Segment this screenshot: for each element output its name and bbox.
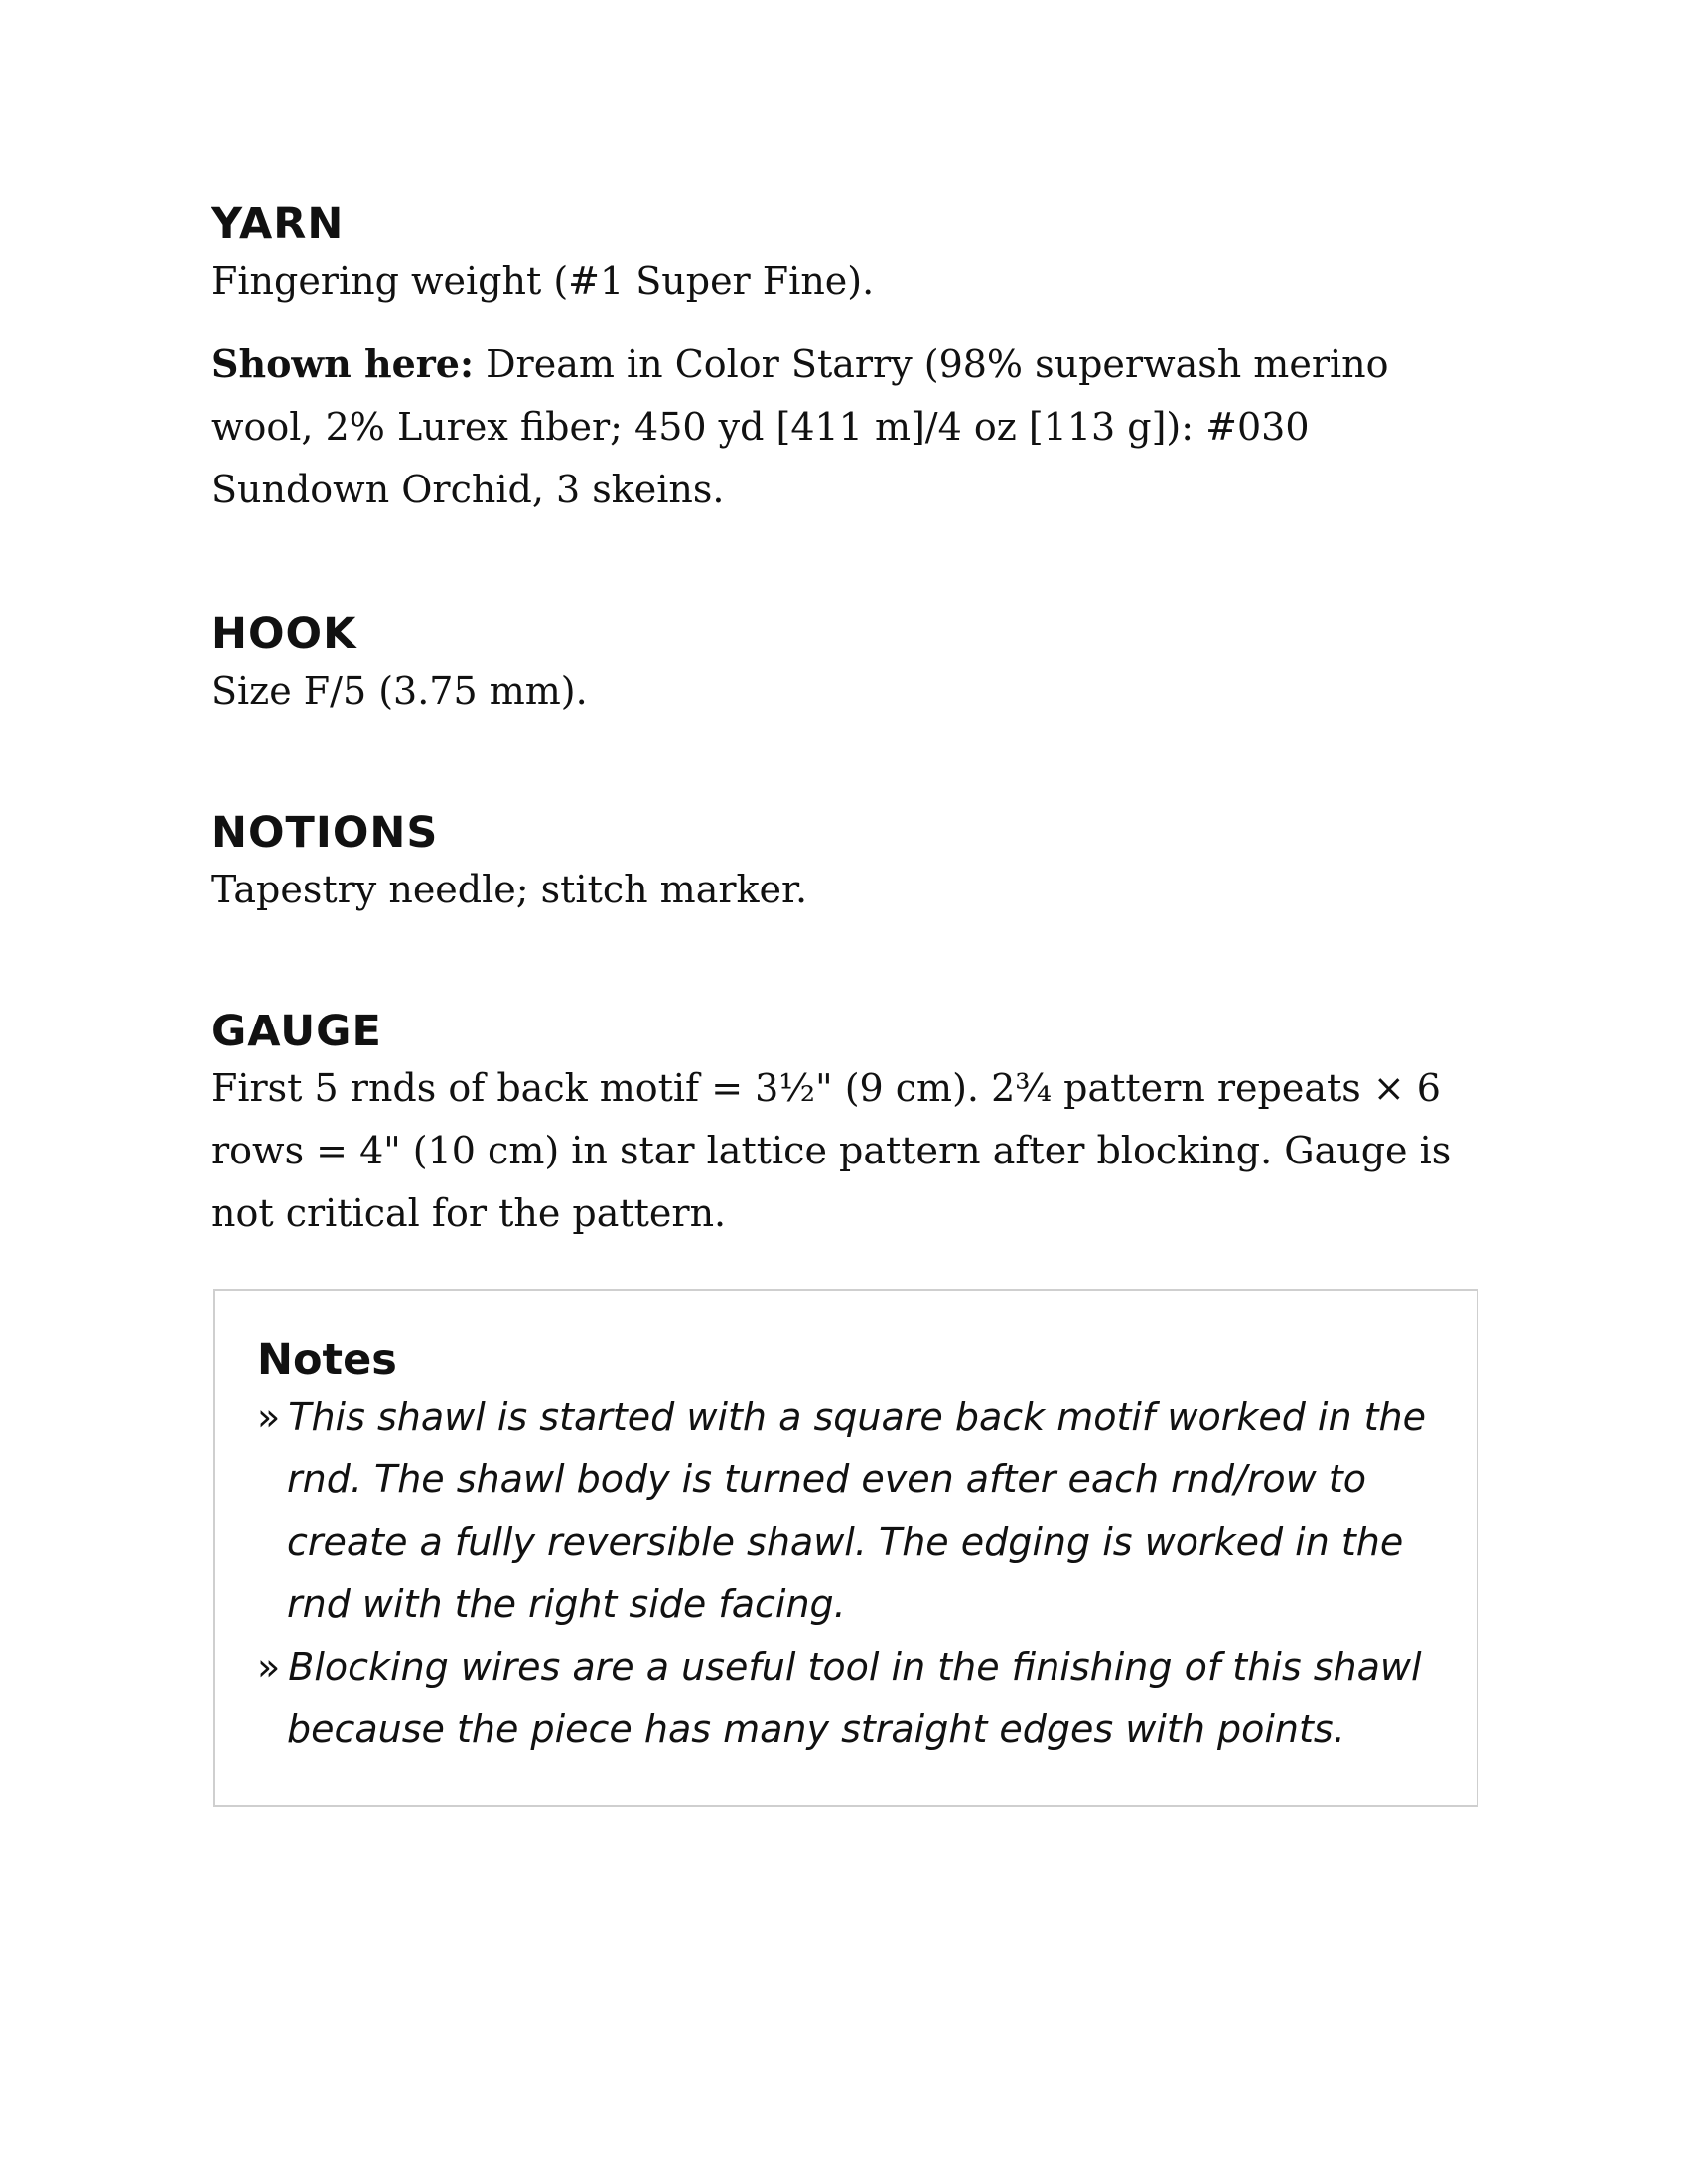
note-text: Blocking wires are a useful tool in the finishing of this shawl because the piece has many straight edges with points. bbox=[287, 1645, 1422, 1751]
notions-text: Tapestry needle; stitch marker. bbox=[211, 868, 808, 911]
notes-heading: Notes bbox=[257, 1335, 397, 1385]
yarn-shown-here bbox=[211, 333, 1475, 521]
gauge-section bbox=[211, 1006, 1475, 1245]
note-bullet: » bbox=[257, 1395, 281, 1438]
pattern-page bbox=[211, 199, 1475, 1807]
hook-heading: HOOK bbox=[211, 610, 357, 659]
notions-heading: NOTIONS bbox=[211, 808, 439, 858]
shown-here-text: Dream in Color Starry (98% superwash merino wool, 2% Lurex fiber; 450 yd [411 m]/4 oz [113 g]): #030 Sundown Orchid, 3 skeins. bbox=[211, 342, 1389, 511]
shown-here-label: Shown here: bbox=[211, 341, 475, 386]
note-text: This shawl is started with a square back motif worked in the rnd. The shawl body is turned even after each rnd/row to create a fully reversible shawl. The edging is worked in the rnd with the right side facing. bbox=[287, 1395, 1427, 1626]
notes-box bbox=[213, 1289, 1478, 1807]
notions-section bbox=[211, 807, 1475, 921]
yarn-heading: YARN bbox=[211, 200, 345, 249]
gauge-heading: GAUGE bbox=[211, 1007, 382, 1056]
hook-section bbox=[211, 609, 1475, 723]
note-item bbox=[257, 1636, 1441, 1761]
hook-text: Size F/5 (3.75 mm). bbox=[211, 669, 588, 713]
note-item bbox=[257, 1386, 1441, 1636]
gauge-text: First 5 rnds of back motif = 3½" (9 cm). 2¾ pattern repeats × 6 rows = 4" (10 cm) in star lattice pattern after blocking. Gauge is not critical for the pattern. bbox=[211, 1066, 1452, 1235]
yarn-section bbox=[211, 199, 1475, 521]
note-bullet: » bbox=[257, 1645, 281, 1689]
notes-list bbox=[257, 1386, 1441, 1761]
yarn-weight: Fingering weight (#1 Super Fine). bbox=[211, 259, 875, 303]
